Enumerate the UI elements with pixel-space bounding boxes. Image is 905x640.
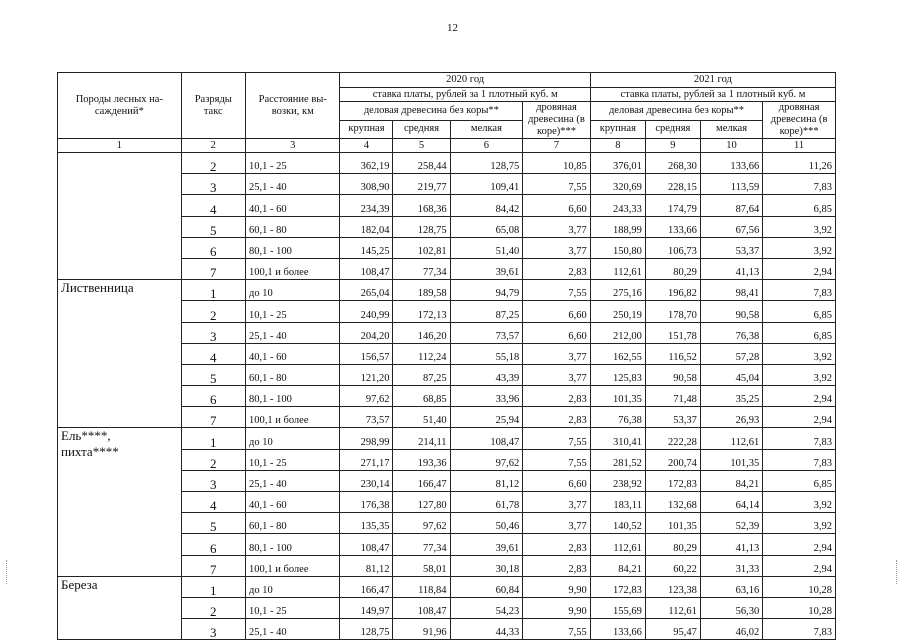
large-2021-cell: 212,00 — [590, 322, 645, 343]
grade-cell: 3 — [181, 619, 245, 640]
small-2020-cell: 50,46 — [450, 513, 523, 534]
medium-2021-cell: 60,22 — [645, 555, 700, 576]
small-2020-cell: 33,96 — [450, 386, 523, 407]
column-number: 8 — [590, 139, 645, 153]
grade-cell: 1 — [181, 280, 245, 301]
medium-2021-cell: 222,28 — [645, 428, 700, 449]
small-2020-cell: 54,23 — [450, 597, 523, 618]
fuel-2021-cell: 11,26 — [763, 153, 836, 174]
large-2020-cell: 145,25 — [340, 237, 393, 258]
large-2021-cell: 140,52 — [590, 513, 645, 534]
medium-2020-cell: 58,01 — [393, 555, 450, 576]
large-2020-cell: 135,35 — [340, 513, 393, 534]
fuel-2021-cell: 7,83 — [763, 619, 836, 640]
right-edge-mark — [896, 560, 898, 584]
small-2021-cell: 87,64 — [700, 195, 762, 216]
fuel-2020-cell: 2,83 — [523, 534, 591, 555]
medium-2020-cell: 112,24 — [393, 343, 450, 364]
medium-2021-cell: 80,29 — [645, 258, 700, 279]
large-2020-cell: 73,57 — [340, 407, 393, 428]
large-2020-cell: 166,47 — [340, 576, 393, 597]
medium-2020-cell: 91,96 — [393, 619, 450, 640]
fuel-2021-cell: 2,94 — [763, 555, 836, 576]
fuel-2020-cell: 3,77 — [523, 492, 591, 513]
fuel-2020-cell: 10,85 — [523, 153, 591, 174]
column-number: 1 — [58, 139, 182, 153]
fuel-2020-cell: 6,60 — [523, 195, 591, 216]
species-name-line: пихта**** — [61, 444, 119, 460]
distance-cell: 10,1 - 25 — [245, 153, 340, 174]
large-2021-cell: 155,69 — [590, 597, 645, 618]
grade-cell: 5 — [181, 513, 245, 534]
table-row — [58, 576, 836, 597]
grade-cell: 2 — [181, 153, 245, 174]
species-name-line: Береза — [61, 576, 98, 592]
fuel-2020-cell: 7,55 — [523, 449, 591, 470]
distance-cell: 100,1 и более — [245, 555, 340, 576]
grade-cell: 3 — [181, 470, 245, 491]
large-2021-cell: 250,19 — [590, 301, 645, 322]
grade-cell: 2 — [181, 301, 245, 322]
fuel-2020-cell: 6,60 — [523, 470, 591, 491]
large-2021-cell: 275,16 — [590, 280, 645, 301]
medium-2020-cell: 146,20 — [393, 322, 450, 343]
small-2021-cell: 41,13 — [700, 534, 762, 555]
small-2021-cell: 46,02 — [700, 619, 762, 640]
fuel-2021-cell: 7,83 — [763, 174, 836, 195]
large-2021-cell: 243,33 — [590, 195, 645, 216]
large-2021-cell: 183,11 — [590, 492, 645, 513]
medium-2021-cell: 196,82 — [645, 280, 700, 301]
rates-table — [57, 72, 836, 640]
small-2021-cell: 67,56 — [700, 216, 762, 237]
medium-2020-cell: 214,11 — [393, 428, 450, 449]
large-2020-cell: 128,75 — [340, 619, 393, 640]
medium-2020-cell: 97,62 — [393, 513, 450, 534]
fuel-2020-cell: 3,77 — [523, 216, 591, 237]
distance-cell: 60,1 - 80 — [245, 364, 340, 385]
header-fuel-wood-2020: дровяная древесина (в коре)*** — [523, 102, 591, 139]
small-2021-cell: 56,30 — [700, 597, 762, 618]
medium-2020-cell: 127,80 — [393, 492, 450, 513]
small-2020-cell: 97,62 — [450, 449, 523, 470]
medium-2021-cell: 174,79 — [645, 195, 700, 216]
small-2020-cell: 39,61 — [450, 534, 523, 555]
fuel-2020-cell: 7,55 — [523, 428, 591, 449]
medium-2020-cell: 108,47 — [393, 597, 450, 618]
grade-cell: 7 — [181, 555, 245, 576]
small-2020-cell: 55,18 — [450, 343, 523, 364]
fuel-2020-cell: 3,77 — [523, 343, 591, 364]
medium-2020-cell: 128,75 — [393, 216, 450, 237]
column-number: 3 — [245, 139, 340, 153]
large-2020-cell: 108,47 — [340, 534, 393, 555]
header-year-2020: 2020 год — [340, 73, 590, 88]
small-2021-cell: 84,21 — [700, 470, 762, 491]
medium-2020-cell: 193,36 — [393, 449, 450, 470]
species-cell — [58, 280, 182, 428]
fuel-2021-cell: 2,94 — [763, 386, 836, 407]
fuel-2020-cell: 2,83 — [523, 407, 591, 428]
grade-cell: 3 — [181, 174, 245, 195]
species-name-line: Ель****, — [61, 428, 111, 444]
medium-2021-cell: 112,61 — [645, 597, 700, 618]
medium-2020-cell: 118,84 — [393, 576, 450, 597]
distance-cell: 25,1 - 40 — [245, 619, 340, 640]
large-2021-cell: 125,83 — [590, 364, 645, 385]
small-2021-cell: 31,33 — [700, 555, 762, 576]
fuel-2021-cell: 2,94 — [763, 534, 836, 555]
fuel-2021-cell: 10,28 — [763, 576, 836, 597]
header-year-2021: 2021 год — [590, 73, 835, 88]
distance-cell: 80,1 - 100 — [245, 237, 340, 258]
distance-cell: 10,1 - 25 — [245, 597, 340, 618]
grade-cell: 2 — [181, 449, 245, 470]
fuel-2020-cell: 3,77 — [523, 237, 591, 258]
large-2021-cell: 162,55 — [590, 343, 645, 364]
medium-2021-cell: 53,37 — [645, 407, 700, 428]
species-cell — [58, 576, 182, 640]
distance-cell: 40,1 - 60 — [245, 343, 340, 364]
header-medium-2020: средняя — [393, 120, 450, 139]
distance-cell: 60,1 - 80 — [245, 513, 340, 534]
small-2021-cell: 41,13 — [700, 258, 762, 279]
grade-cell: 4 — [181, 492, 245, 513]
column-number: 11 — [763, 139, 836, 153]
fuel-2020-cell: 7,55 — [523, 619, 591, 640]
header-large-2021: крупная — [590, 120, 645, 139]
medium-2021-cell: 101,35 — [645, 513, 700, 534]
large-2021-cell: 84,21 — [590, 555, 645, 576]
medium-2021-cell: 268,30 — [645, 153, 700, 174]
distance-cell: 10,1 - 25 — [245, 301, 340, 322]
medium-2021-cell: 132,68 — [645, 492, 700, 513]
large-2020-cell: 176,38 — [340, 492, 393, 513]
header-grades: Разряды такс — [181, 73, 245, 139]
large-2020-cell: 308,90 — [340, 174, 393, 195]
large-2021-cell: 172,83 — [590, 576, 645, 597]
fuel-2021-cell: 6,85 — [763, 470, 836, 491]
large-2021-cell: 112,61 — [590, 258, 645, 279]
small-2020-cell: 81,12 — [450, 470, 523, 491]
header-small-2020: мелкая — [450, 120, 523, 139]
large-2021-cell: 310,41 — [590, 428, 645, 449]
large-2020-cell: 182,04 — [340, 216, 393, 237]
fuel-2021-cell: 2,94 — [763, 407, 836, 428]
column-number: 5 — [393, 139, 450, 153]
medium-2021-cell: 172,83 — [645, 470, 700, 491]
small-2020-cell: 39,61 — [450, 258, 523, 279]
distance-cell: до 10 — [245, 428, 340, 449]
grade-cell: 3 — [181, 322, 245, 343]
column-number: 2 — [181, 139, 245, 153]
medium-2020-cell: 168,36 — [393, 195, 450, 216]
column-number: 10 — [700, 139, 762, 153]
small-2020-cell: 61,78 — [450, 492, 523, 513]
small-2020-cell: 30,18 — [450, 555, 523, 576]
grade-cell: 4 — [181, 343, 245, 364]
column-number: 4 — [340, 139, 393, 153]
fuel-2021-cell: 6,85 — [763, 322, 836, 343]
species-cell — [58, 428, 182, 576]
fuel-2021-cell: 3,92 — [763, 513, 836, 534]
small-2021-cell: 52,39 — [700, 513, 762, 534]
small-2021-cell: 35,25 — [700, 386, 762, 407]
large-2020-cell: 204,20 — [340, 322, 393, 343]
header-rate-2020: ставка платы, рублей за 1 плотный куб. м — [340, 88, 590, 102]
medium-2020-cell: 77,34 — [393, 258, 450, 279]
large-2020-cell: 230,14 — [340, 470, 393, 491]
fuel-2021-cell: 3,92 — [763, 237, 836, 258]
small-2021-cell: 113,59 — [700, 174, 762, 195]
small-2021-cell: 133,66 — [700, 153, 762, 174]
distance-cell: 100,1 и более — [245, 258, 340, 279]
grade-cell: 7 — [181, 258, 245, 279]
grade-cell: 2 — [181, 597, 245, 618]
small-2020-cell: 108,47 — [450, 428, 523, 449]
small-2021-cell: 98,41 — [700, 280, 762, 301]
species-name-line: Лиственница — [61, 280, 134, 296]
fuel-2020-cell: 2,83 — [523, 258, 591, 279]
medium-2021-cell: 200,74 — [645, 449, 700, 470]
large-2020-cell: 97,62 — [340, 386, 393, 407]
header-rate-2021: ставка платы, рублей за 1 плотный куб. м — [590, 88, 835, 102]
small-2021-cell: 45,04 — [700, 364, 762, 385]
large-2021-cell: 281,52 — [590, 449, 645, 470]
fuel-2021-cell: 3,92 — [763, 216, 836, 237]
grade-cell: 5 — [181, 364, 245, 385]
fuel-2020-cell: 3,77 — [523, 513, 591, 534]
header-fuel-wood-2021: дровяная древесина (в коре)*** — [763, 102, 836, 139]
large-2020-cell: 240,99 — [340, 301, 393, 322]
large-2020-cell: 271,17 — [340, 449, 393, 470]
header-business-wood-2020: деловая древесина без коры** — [340, 102, 523, 121]
large-2020-cell: 234,39 — [340, 195, 393, 216]
medium-2020-cell: 189,58 — [393, 280, 450, 301]
page-number: 12 — [447, 22, 458, 34]
small-2021-cell: 26,93 — [700, 407, 762, 428]
large-2021-cell: 112,61 — [590, 534, 645, 555]
medium-2020-cell: 77,34 — [393, 534, 450, 555]
large-2021-cell: 320,69 — [590, 174, 645, 195]
header-species: Породы лесных на-саждений* — [58, 73, 182, 139]
distance-cell: 25,1 - 40 — [245, 470, 340, 491]
table-row — [58, 153, 836, 174]
distance-cell: 80,1 - 100 — [245, 534, 340, 555]
large-2020-cell: 156,57 — [340, 343, 393, 364]
grade-cell: 1 — [181, 428, 245, 449]
fuel-2020-cell: 3,77 — [523, 364, 591, 385]
small-2020-cell: 44,33 — [450, 619, 523, 640]
distance-cell: 40,1 - 60 — [245, 492, 340, 513]
small-2021-cell: 64,14 — [700, 492, 762, 513]
fuel-2020-cell: 9,90 — [523, 597, 591, 618]
distance-cell: 80,1 - 100 — [245, 386, 340, 407]
medium-2021-cell: 228,15 — [645, 174, 700, 195]
small-2021-cell: 112,61 — [700, 428, 762, 449]
distance-cell: 100,1 и более — [245, 407, 340, 428]
large-2020-cell: 265,04 — [340, 280, 393, 301]
small-2021-cell: 57,28 — [700, 343, 762, 364]
small-2020-cell: 84,42 — [450, 195, 523, 216]
left-edge-mark — [6, 560, 8, 584]
fuel-2021-cell: 7,83 — [763, 428, 836, 449]
small-2020-cell: 94,79 — [450, 280, 523, 301]
large-2021-cell: 76,38 — [590, 407, 645, 428]
header-small-2021: мелкая — [700, 120, 762, 139]
fuel-2020-cell: 6,60 — [523, 301, 591, 322]
small-2020-cell: 109,41 — [450, 174, 523, 195]
small-2020-cell: 43,39 — [450, 364, 523, 385]
large-2020-cell: 121,20 — [340, 364, 393, 385]
species-cell — [58, 153, 182, 280]
fuel-2020-cell: 2,83 — [523, 555, 591, 576]
small-2021-cell: 63,16 — [700, 576, 762, 597]
medium-2020-cell: 87,25 — [393, 364, 450, 385]
medium-2020-cell: 51,40 — [393, 407, 450, 428]
small-2021-cell: 101,35 — [700, 449, 762, 470]
medium-2021-cell: 116,52 — [645, 343, 700, 364]
fuel-2021-cell: 6,85 — [763, 195, 836, 216]
small-2021-cell: 53,37 — [700, 237, 762, 258]
fuel-2021-cell: 10,28 — [763, 597, 836, 618]
medium-2021-cell: 90,58 — [645, 364, 700, 385]
large-2021-cell: 376,01 — [590, 153, 645, 174]
small-2020-cell: 65,08 — [450, 216, 523, 237]
fuel-2020-cell: 7,55 — [523, 174, 591, 195]
header-business-wood-2021: деловая древесина без коры** — [590, 102, 762, 121]
medium-2021-cell: 80,29 — [645, 534, 700, 555]
fuel-2021-cell: 7,83 — [763, 280, 836, 301]
small-2020-cell: 60,84 — [450, 576, 523, 597]
medium-2021-cell: 133,66 — [645, 216, 700, 237]
table-row — [58, 428, 836, 449]
large-2021-cell: 188,99 — [590, 216, 645, 237]
fuel-2021-cell: 3,92 — [763, 492, 836, 513]
fuel-2021-cell: 3,92 — [763, 364, 836, 385]
small-2020-cell: 87,25 — [450, 301, 523, 322]
fuel-2021-cell: 3,92 — [763, 343, 836, 364]
column-number: 9 — [645, 139, 700, 153]
large-2020-cell: 108,47 — [340, 258, 393, 279]
column-number: 6 — [450, 139, 523, 153]
medium-2020-cell: 166,47 — [393, 470, 450, 491]
header-large-2020: крупная — [340, 120, 393, 139]
large-2020-cell: 298,99 — [340, 428, 393, 449]
table-row — [58, 280, 836, 301]
distance-cell: 10,1 - 25 — [245, 449, 340, 470]
fuel-2021-cell: 7,83 — [763, 449, 836, 470]
fuel-2020-cell: 6,60 — [523, 322, 591, 343]
small-2020-cell: 25,94 — [450, 407, 523, 428]
fuel-2021-cell: 6,85 — [763, 301, 836, 322]
small-2020-cell: 73,57 — [450, 322, 523, 343]
distance-cell: до 10 — [245, 280, 340, 301]
medium-2021-cell: 71,48 — [645, 386, 700, 407]
large-2021-cell: 150,80 — [590, 237, 645, 258]
grade-cell: 5 — [181, 216, 245, 237]
grade-cell: 6 — [181, 534, 245, 555]
large-2020-cell: 81,12 — [340, 555, 393, 576]
medium-2020-cell: 172,13 — [393, 301, 450, 322]
header-distance: Расстояние вы-возки, км — [245, 73, 340, 139]
small-2021-cell: 76,38 — [700, 322, 762, 343]
fuel-2020-cell: 2,83 — [523, 386, 591, 407]
fuel-2020-cell: 7,55 — [523, 280, 591, 301]
distance-cell: до 10 — [245, 576, 340, 597]
distance-cell: 25,1 - 40 — [245, 322, 340, 343]
rates-table-body — [58, 153, 836, 640]
distance-cell: 60,1 - 80 — [245, 216, 340, 237]
fuel-2020-cell: 9,90 — [523, 576, 591, 597]
medium-2020-cell: 68,85 — [393, 386, 450, 407]
grade-cell: 7 — [181, 407, 245, 428]
medium-2021-cell: 178,70 — [645, 301, 700, 322]
fuel-2021-cell: 2,94 — [763, 258, 836, 279]
medium-2020-cell: 258,44 — [393, 153, 450, 174]
grade-cell: 4 — [181, 195, 245, 216]
large-2020-cell: 362,19 — [340, 153, 393, 174]
small-2021-cell: 90,58 — [700, 301, 762, 322]
medium-2021-cell: 123,38 — [645, 576, 700, 597]
grade-cell: 6 — [181, 237, 245, 258]
distance-cell: 25,1 - 40 — [245, 174, 340, 195]
medium-2020-cell: 102,81 — [393, 237, 450, 258]
large-2021-cell: 238,92 — [590, 470, 645, 491]
medium-2020-cell: 219,77 — [393, 174, 450, 195]
medium-2021-cell: 151,78 — [645, 322, 700, 343]
medium-2021-cell: 95,47 — [645, 619, 700, 640]
large-2021-cell: 101,35 — [590, 386, 645, 407]
header-medium-2021: средняя — [645, 120, 700, 139]
distance-cell: 40,1 - 60 — [245, 195, 340, 216]
small-2020-cell: 128,75 — [450, 153, 523, 174]
large-2021-cell: 133,66 — [590, 619, 645, 640]
small-2020-cell: 51,40 — [450, 237, 523, 258]
column-number: 7 — [523, 139, 591, 153]
grade-cell: 1 — [181, 576, 245, 597]
large-2020-cell: 149,97 — [340, 597, 393, 618]
grade-cell: 6 — [181, 386, 245, 407]
medium-2021-cell: 106,73 — [645, 237, 700, 258]
